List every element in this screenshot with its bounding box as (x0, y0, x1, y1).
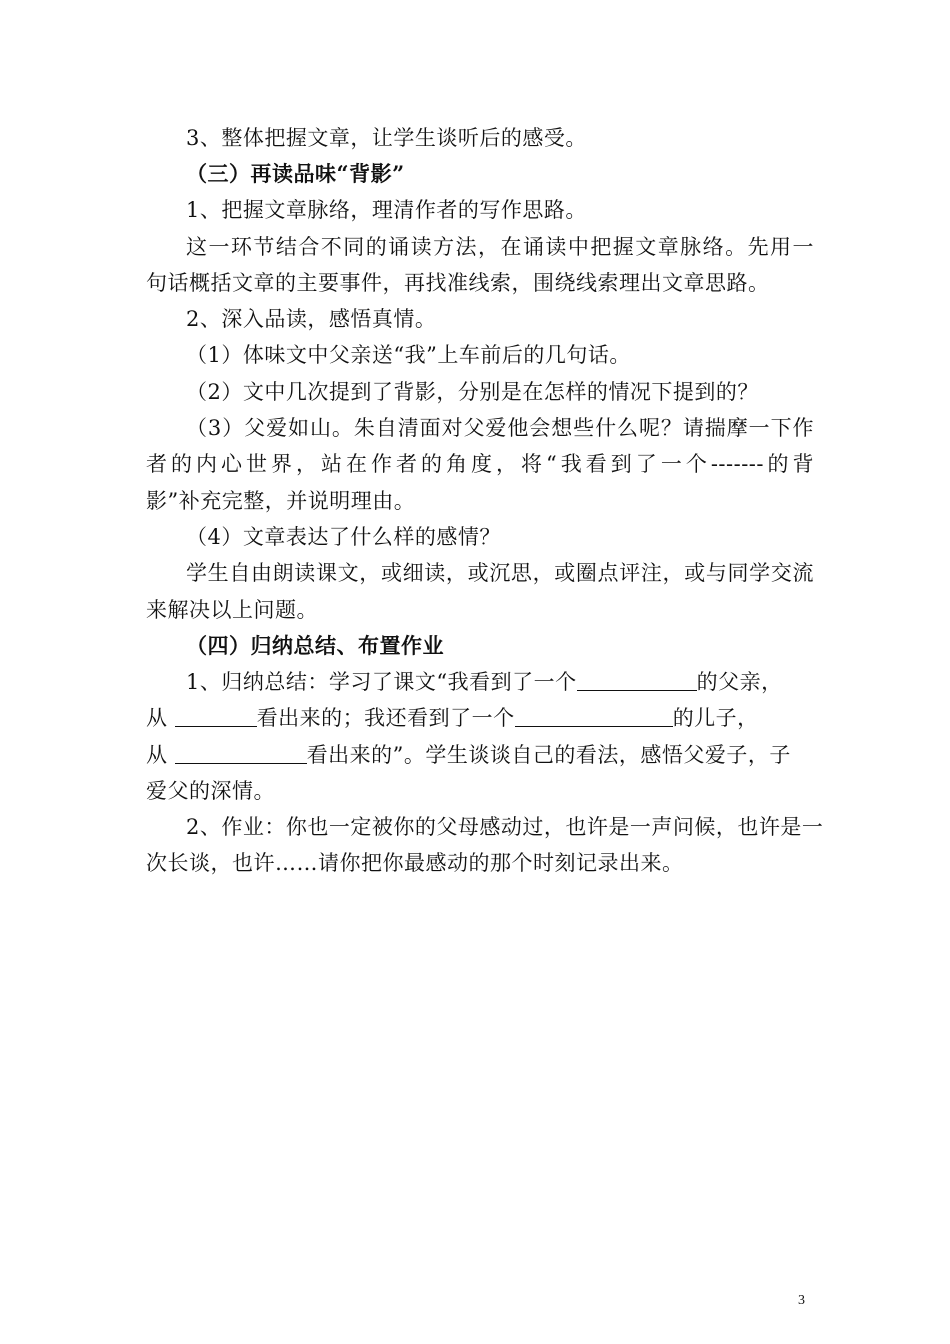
summary-line2-end: 的儿子， (672, 706, 759, 730)
page-number: 3 (798, 1293, 805, 1308)
homework-line2: 次长谈，也许……请你把你最感动的那个时刻记录出来。 (146, 851, 684, 875)
summary-line3-start: 从 (146, 743, 175, 767)
question-3-line2: 者的内心世界，站在作者的角度，将“我看到了一个-------的背 (146, 452, 814, 476)
summary-line4: 爱父的深情。 (146, 779, 275, 803)
summary-line3-end: 看出来的”。学生谈谈自己的看法，感悟父爱子，子 (306, 743, 791, 767)
summary-line2 (146, 704, 814, 732)
section-heading-3: （三）再读品味“背影” (186, 161, 405, 186)
paragraph-reading-method-line2: 句话概括文章的主要事件，再找准线索，围绕线索理出文章思路。 (146, 271, 770, 295)
question-3-line3: 影”补充完整，并说明理由。 (146, 489, 416, 513)
paragraph-student-activity-line2: 来解决以上问题。 (146, 598, 318, 622)
summary-line1-text: 1、归纳总结：学习了课文“我看到了一个 (186, 670, 577, 694)
fill-blank-evidence-1 (175, 704, 257, 727)
summary-line2-start: 从 (146, 706, 175, 730)
paragraph-reading-method-line1: 这一环节结合不同的诵读方法，在诵读中把握文章脉络。先用一 (186, 235, 814, 259)
summary-line1-end: 的父亲， (696, 670, 783, 694)
fill-blank-father (577, 668, 697, 691)
summary-line2-mid: 看出来的；我还看到了一个 (256, 706, 515, 730)
question-1: （1）体味文中父亲送“我”上车前后的几句话。 (186, 343, 631, 367)
question-4: （4）文章表达了什么样的感情？ (186, 525, 501, 549)
fill-blank-evidence-2 (175, 741, 307, 764)
section-heading-4: （四）归纳总结、布置作业 (186, 633, 444, 658)
paragraph-student-activity-line1: 学生自由朗读课文，或细读，或沉思，或圈点评注，或与同学交流 (186, 561, 814, 585)
step-2-deep-reading: 2、深入品读，感悟真情。 (186, 307, 437, 331)
step-1-structure: 1、把握文章脉络，理清作者的写作思路。 (186, 198, 587, 222)
fill-blank-son (515, 704, 673, 727)
summary-line3 (146, 741, 814, 769)
summary-line1 (186, 668, 814, 696)
question-2: （2）文中几次提到了背影，分别是在怎样的情况下提到的？ (186, 380, 759, 404)
step-3-overall: 3、整体把握文章，让学生谈听后的感受。 (186, 126, 587, 150)
homework-line1: 2、作业：你也一定被你的父母感动过，也许是一声问候，也许是一 (186, 815, 824, 839)
question-3-line1: （3）父爱如山。朱自清面对父爱他会想些什么呢？请揣摩一下作 (186, 416, 814, 440)
